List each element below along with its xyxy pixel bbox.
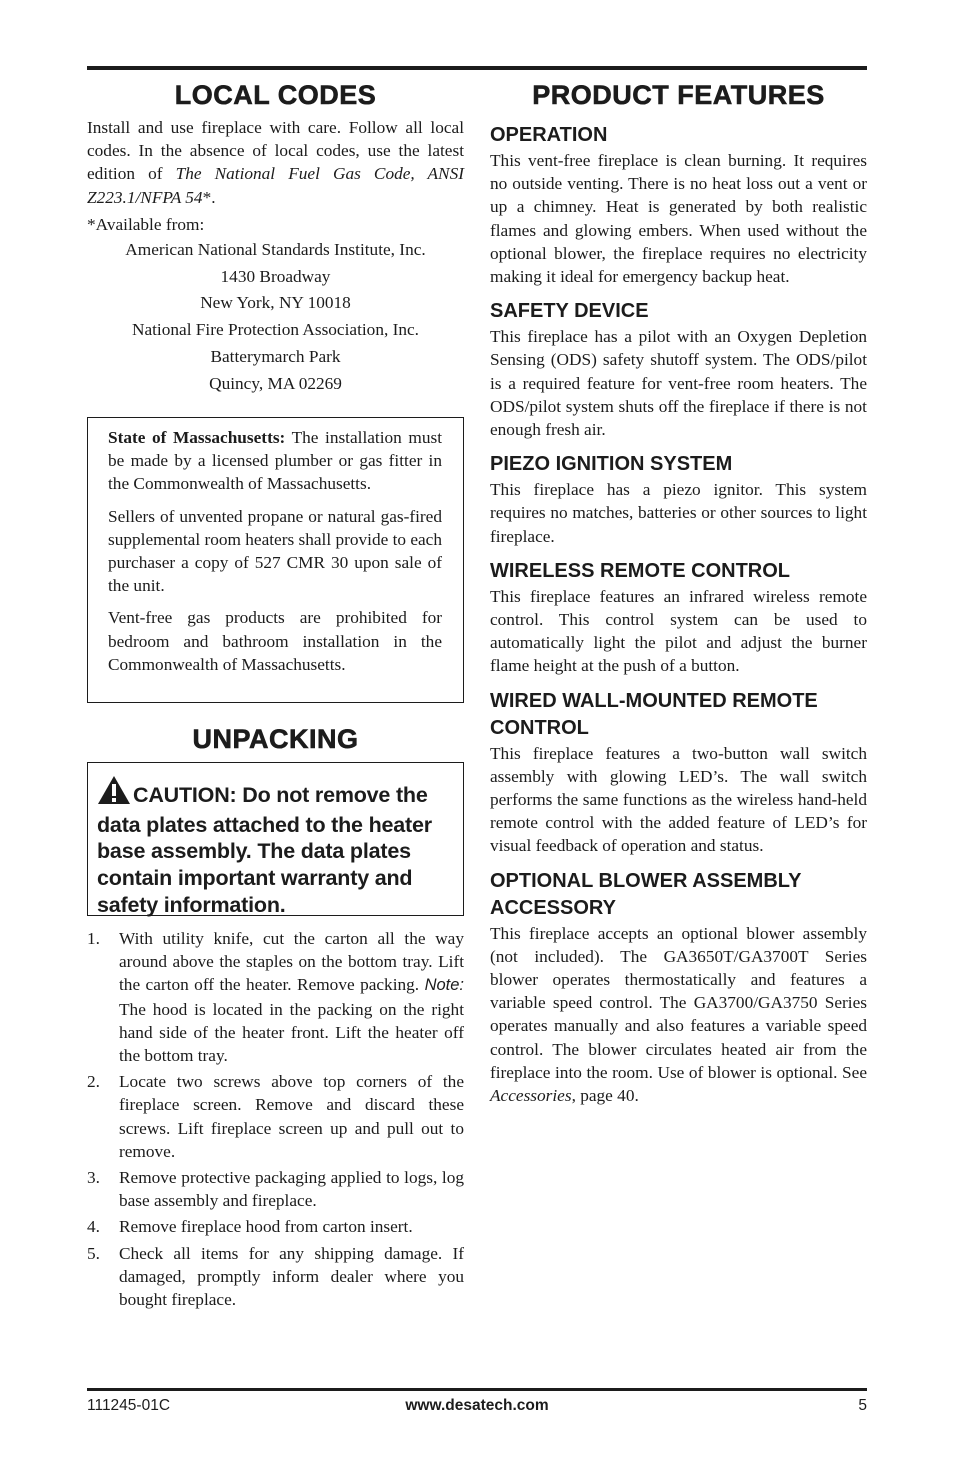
piezo-ignition-heading: PIEZO IGNITION SYSTEM [490, 453, 733, 476]
caution-box [87, 762, 464, 916]
local-codes-title: LOCAL CODES [174, 80, 377, 110]
wired-remote-heading: WIRED WALL-MOUNTED REMOTE CONTROL [490, 689, 818, 739]
safety-device-heading: SAFETY DEVICE [490, 300, 649, 323]
left-column [87, 78, 464, 397]
address-list [87, 237, 464, 397]
local-codes-intro: Install and use fireplace with care. Follow all local codes. In the absence of local codes, use the latest edition of The National Fuel Gas Code, ANSI Z223.1/NFPA 54*. [87, 118, 464, 207]
mass-paragraph-1: State of Massachusetts: The installation must be made by a licensed plumber or gas fitter in the Commonwealth of Massachusetts. [108, 428, 443, 494]
mass-paragraph-2: Sellers of unvented propane or natural gas-fired supplemental room heaters shall provide to each purchaser a copy of 527 CMR 30 upon sale of the unit. [108, 506, 442, 596]
caution-text: CAUTION: Do not remove the data plates attached to the heater base assembly. The data plates contain important warranty and safety information. [97, 775, 457, 919]
document-number: 111245-01C [87, 1397, 171, 1414]
safety-device-text: This fireplace has a pilot with an Oxygen Depletion Sensing (ODS) safety shutoff system. The ODS/pilot is a required feature for vent-free room heaters. The ODS/pilot system shuts off the fireplace if there is not enough fresh air. [490, 327, 867, 440]
address-line: 1430 Broadway [220, 266, 331, 286]
piezo-ignition-text: This fireplace has a piezo ignitor. This system requires no matches, batteries or other sources to light fireplace. [490, 480, 867, 546]
wireless-remote-heading: WIRELESS REMOTE CONTROL [490, 559, 790, 582]
page-number: 5 [858, 1397, 867, 1414]
list-item: 5. Check all items for any shipping damage. If damaged, promptly inform dealer where you bought fireplace. [87, 1243, 464, 1310]
website-link[interactable]: www.desatech.com [405, 1397, 549, 1414]
list-item: 1. With utility knife, cut the carton all the way around above the staples on the bottom tray. Lift the carton off the heater. Remove packing. Note: The hood is located in the packing on the right hand side of the heater front. Lift the heater off the bottom tray. [87, 929, 464, 1066]
address-line: American National Standards Institute, Inc. [125, 240, 426, 260]
operation-text: This vent-free fireplace is clean burning. It requires no outside venting. There is no heat loss out a vent or up a chimney. Heat is generated by both realistic flames and glowing embers. When used without the optional blower, the fireplace requires no electricity making it ideal for emergency backup heat. [490, 151, 867, 287]
list-item: 3. Remove protective packaging applied to logs, log base assembly and fireplace. [87, 1168, 464, 1211]
list-item: 4. Remove fireplace hood from carton insert. [87, 1217, 413, 1237]
bottom-rule [87, 1388, 867, 1391]
address-line: New York, NY 10018 [200, 293, 351, 313]
available-from: *Available from: [87, 214, 205, 234]
address-line: Batterymarch Park [210, 346, 341, 366]
product-features-title: PRODUCT FEATURES [532, 80, 825, 110]
blower-text: This fireplace accepts an optional blower assembly (not included). The GA3650T/GA3700T Series blower operates thermostatically and features a variable speed control. The GA3700/GA3750 Series operates manually and also features a variable speed control. The blower circulates heated air from the fireplace into the room. Use of blower is optional. See Accessories, page 40. [490, 923, 867, 1106]
list-item: 2. Locate two screws above top corners of the fireplace screen. Remove and discard these screws. Lift fireplace screen up and pull out to remove. [87, 1072, 464, 1161]
unpacking-steps [87, 927, 464, 1314]
top-rule [87, 66, 867, 70]
blower-heading: OPTIONAL BLOWER ASSEMBLY ACCESSORY [490, 869, 802, 919]
mass-paragraph-3: Vent-free gas products are prohibited for bedroom and bathroom installation in the Commonwealth of Massachusetts. [108, 608, 442, 674]
wireless-remote-text: This fireplace features an infrared wireless remote control. This control system can be used to automatically light the pilot and adjust the burner flame height at the push of a button. [490, 586, 867, 676]
address-line: National Fire Protection Association, Inc. [131, 320, 419, 340]
address-line: Quincy, MA 02269 [209, 373, 342, 393]
wired-remote-text: This fireplace features a two-button wall switch assembly with glowing LED’s. The wall switch performs the same functions as the wireless hand-held remote control with the added feature of LED’s for visual feedback of operation and status. [490, 743, 867, 856]
right-column [490, 78, 867, 1107]
warning-triangle-icon [97, 775, 131, 812]
unpacking-title: UNPACKING [192, 724, 359, 754]
massachusetts-notice-box [87, 417, 464, 703]
operation-heading: OPERATION [490, 124, 608, 146]
